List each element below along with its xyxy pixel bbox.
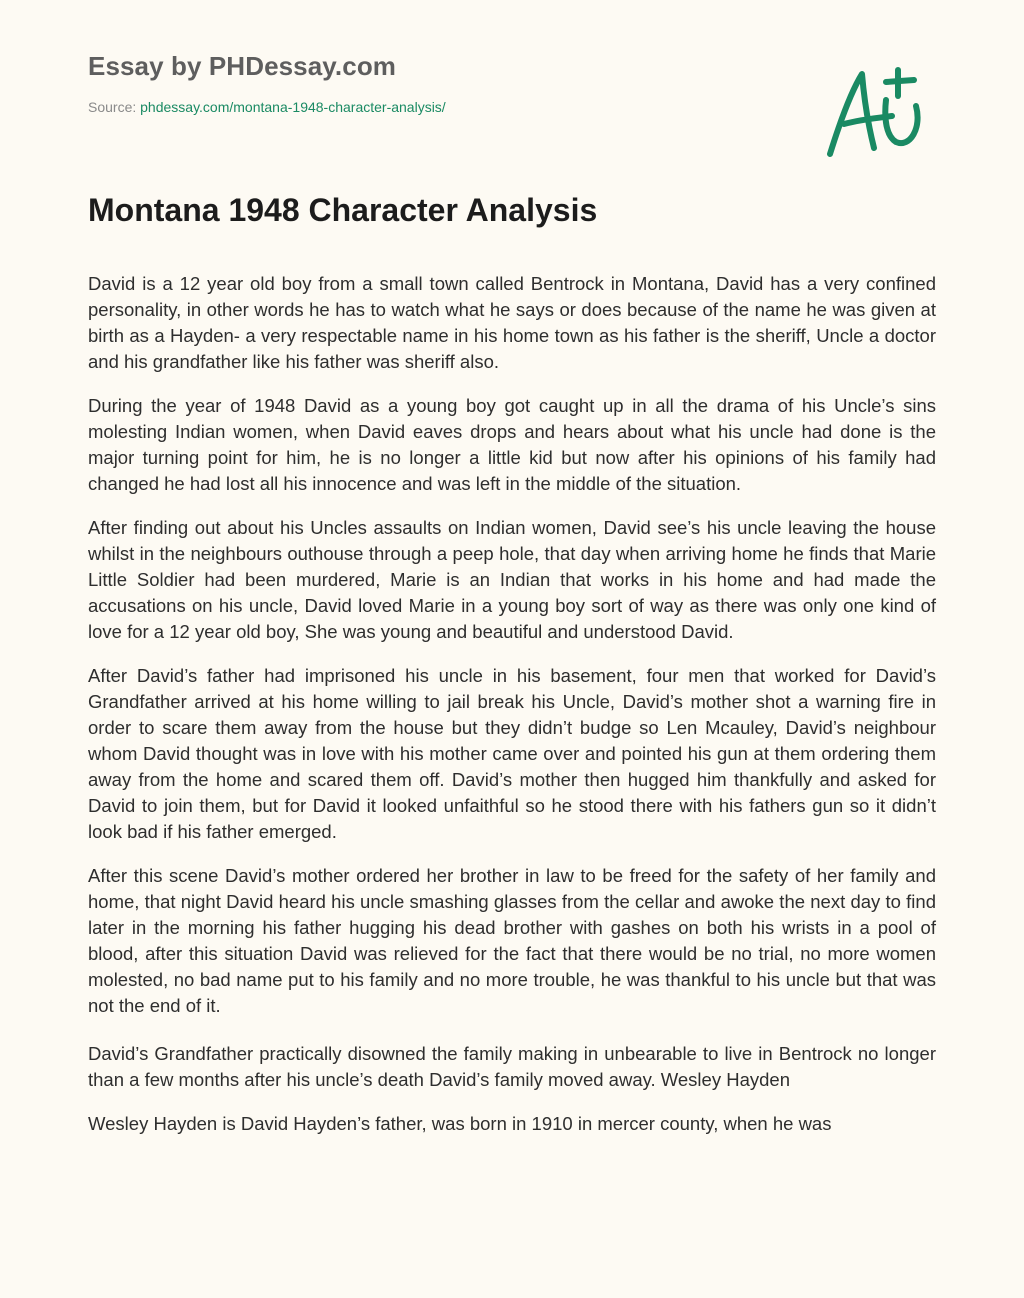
essay-paragraph: After David’s father had imprisoned his uncle in his basement, four men that worked for David’s Grandfather arrived at his home willing to jail break his Uncle, David’s mother shot a warning fire in order to scare them away from the house but they didn’t budge so Len Mcauley, David’s neighbour whom David thought was in love with his mother came over and pointed his gun at them ordering them away from the home and scared them off. David’s mother then hugged him thankfully and asked for David to join them, but for David it looked unfaithful so he stood there with his fathers gun so it didn’t look bad if his father emerged. [88,665,936,842]
a-plus-grade-icon [818,62,930,162]
essay-paragraph: David’s Grandfather practically disowned the family making in unbearable to live in Bentrock no longer than a few months after his uncle’s death David’s family moved away. Wesley Hayden [88,1043,936,1090]
essay-paragraph: After this scene David’s mother ordered her brother in law to be freed for the safety of her family and home, that night David heard his uncle smashing glasses from the cellar and awoke the next day to find later in the morning his father hugging his dead brother with gashes on both his wrists in a pool of blood, after this situation David was relieved for the fact that there would be no trial, no more women molested, no bad name put to his family and no more trouble, he was thankful to his uncle but that was not the end of it. [88,865,936,1016]
source-link[interactable]: phdessay.com/montana-1948-character-analysis/ [140,99,446,115]
essay-title: Montana 1948 Character Analysis [88,192,598,228]
site-brand[interactable]: Essay by PHDessay.com [88,51,397,81]
essay-paragraph: Wesley Hayden is David Hayden’s father, was born in 1910 in mercer county, when he was [88,1113,832,1134]
essay-paragraph: During the year of 1948 David as a young boy got caught up in all the drama of his Uncle’s sins molesting Indian women, when David eaves drops and hears about what his uncle had done is the major turning point for him, he is no longer a little kid but now after his opinions of his family had changed he had lost all his innocence and was left in the middle of the situation. [88,395,936,494]
essay-paragraph: After finding out about his Uncles assaults on Indian women, David see’s his uncle leaving the house whilst in the neighbours outhouse through a peep hole, that day when arriving home he finds that Marie Little Soldier had been murdered, Marie is an Indian that works in his home and had made the accusations on his uncle, David loved Marie in a young boy sort of way as there was only one kind of love for a 12 year old boy, She was young and beautiful and understood David. [88,517,936,642]
page-header [88,50,446,116]
source-line [88,98,446,116]
source-label: Source: [88,99,137,115]
essay-paragraph: David is a 12 year old boy from a small town called Bentrock in Montana, David has a very confined personality, in other words he has to watch what he says or does because of the name he was given at birth as a Hayden- a very respectable name in his home town as his father is the sheriff, Uncle a doctor and his grandfather like his father was sheriff also. [88,273,936,372]
essay-body [88,271,936,1155]
